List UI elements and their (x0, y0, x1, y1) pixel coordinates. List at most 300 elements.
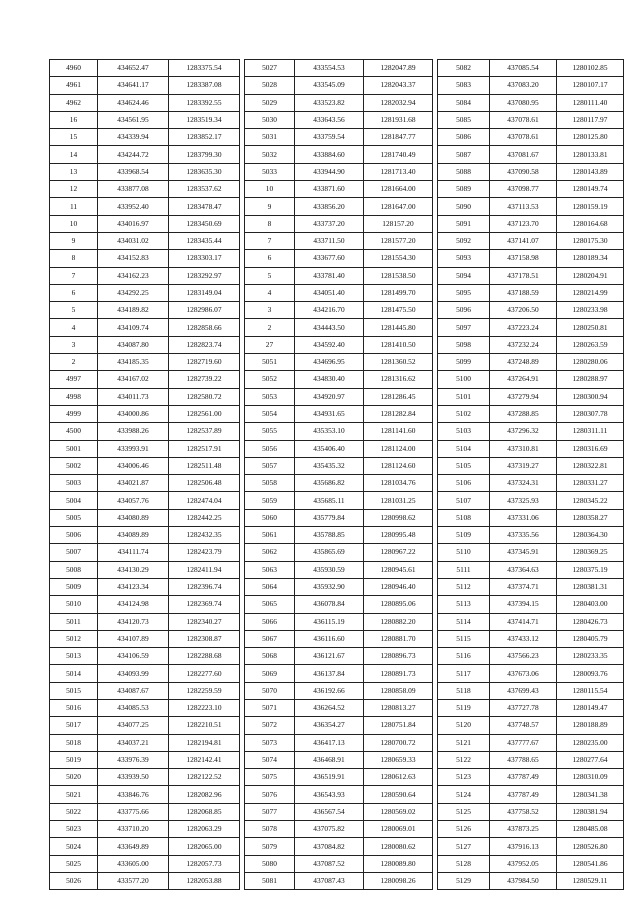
point-number-cell: 9 (245, 198, 295, 215)
point-number-cell: 5095 (438, 284, 490, 301)
x-coordinate-cell: 435406.40 (295, 440, 364, 457)
y-coordinate-cell: 1282223.10 (169, 699, 240, 716)
x-coordinate-cell: 437296.32 (490, 423, 557, 440)
x-coordinate-cell: 435865.69 (295, 544, 364, 561)
table-row (438, 405, 624, 422)
point-number-cell: 5076 (245, 786, 295, 803)
point-number-cell: 5006 (50, 527, 98, 544)
point-number-cell: 5015 (50, 682, 98, 699)
table-row (245, 665, 433, 682)
y-coordinate-cell: 1282511.48 (169, 457, 240, 474)
point-number-cell: 5016 (50, 699, 98, 716)
y-coordinate-cell: 1282082.96 (169, 786, 240, 803)
point-number-cell: 5121 (438, 734, 490, 751)
x-coordinate-cell: 434087.67 (98, 682, 169, 699)
x-coordinate-cell: 434696.95 (295, 354, 364, 371)
y-coordinate-cell: 1280541.86 (557, 855, 624, 872)
y-coordinate-cell: 1283303.17 (169, 250, 240, 267)
y-coordinate-cell: 1281577.20 (364, 232, 433, 249)
table-row (50, 509, 240, 526)
y-coordinate-cell: 1280111.40 (557, 94, 624, 111)
x-coordinate-cell: 433884.60 (295, 146, 364, 163)
point-number-cell: 5008 (50, 561, 98, 578)
table-row (438, 354, 624, 371)
point-number-cell: 5033 (245, 163, 295, 180)
x-coordinate-cell: 436116.60 (295, 630, 364, 647)
table-row (438, 544, 624, 561)
point-number-cell: 7 (50, 267, 98, 284)
table-row (50, 544, 240, 561)
point-number-cell: 5124 (438, 786, 490, 803)
table-row (438, 821, 624, 838)
y-coordinate-cell: 1282739.22 (169, 371, 240, 388)
table-row (50, 284, 240, 301)
point-number-cell: 5109 (438, 527, 490, 544)
x-coordinate-cell: 437078.61 (490, 129, 557, 146)
table-row (438, 111, 624, 128)
point-number-cell: 5002 (50, 457, 98, 474)
y-coordinate-cell: 1282396.74 (169, 578, 240, 595)
x-coordinate-cell: 436137.84 (295, 665, 364, 682)
x-coordinate-cell: 436354.27 (295, 717, 364, 734)
x-coordinate-cell: 434152.83 (98, 250, 169, 267)
table-row (50, 336, 240, 353)
y-coordinate-cell: 1283478.47 (169, 198, 240, 215)
point-number-cell: 5098 (438, 336, 490, 353)
table-row (438, 786, 624, 803)
y-coordinate-cell: 1282122.52 (169, 769, 240, 786)
point-number-cell: 5101 (438, 388, 490, 405)
table-row (245, 492, 433, 509)
point-number-cell: 5010 (50, 596, 98, 613)
point-number-cell: 5007 (50, 544, 98, 561)
table-row (438, 509, 624, 526)
point-number-cell: 5012 (50, 630, 98, 647)
point-number-cell: 5030 (245, 111, 295, 128)
table-row (245, 77, 433, 94)
y-coordinate-cell: 1280117.97 (557, 111, 624, 128)
table-row (50, 751, 240, 768)
table-row (438, 734, 624, 751)
x-coordinate-cell: 437141.07 (490, 232, 557, 249)
table-row (50, 803, 240, 820)
x-coordinate-cell: 437324.31 (490, 475, 557, 492)
point-number-cell: 5062 (245, 544, 295, 561)
point-number-cell: 5110 (438, 544, 490, 561)
y-coordinate-cell: 1280485.08 (557, 821, 624, 838)
x-coordinate-cell: 434443.50 (295, 319, 364, 336)
point-number-cell: 5091 (438, 215, 490, 232)
y-coordinate-cell: 1282719.60 (169, 354, 240, 371)
point-number-cell: 5122 (438, 751, 490, 768)
table-row (245, 354, 433, 371)
x-coordinate-cell: 434123.34 (98, 578, 169, 595)
point-number-cell: 5053 (245, 388, 295, 405)
x-coordinate-cell: 434016.97 (98, 215, 169, 232)
point-number-cell: 5051 (245, 354, 295, 371)
table-row (438, 769, 624, 786)
y-coordinate-cell: 1280164.68 (557, 215, 624, 232)
y-coordinate-cell: 1282032.94 (364, 94, 433, 111)
table-row (50, 388, 240, 405)
table-row (245, 734, 433, 751)
table-row (50, 146, 240, 163)
y-coordinate-cell: 1280881.70 (364, 630, 433, 647)
table-row (245, 855, 433, 872)
x-coordinate-cell: 437727.78 (490, 699, 557, 716)
x-coordinate-cell: 435685.11 (295, 492, 364, 509)
x-coordinate-cell: 433711.50 (295, 232, 364, 249)
y-coordinate-cell: 1283149.04 (169, 284, 240, 301)
point-number-cell: 4 (50, 319, 98, 336)
x-coordinate-cell: 433577.20 (98, 872, 169, 889)
table-row (50, 440, 240, 457)
table-row (50, 855, 240, 872)
table-row (50, 492, 240, 509)
x-coordinate-cell: 433677.60 (295, 250, 364, 267)
x-coordinate-cell: 436115.19 (295, 613, 364, 630)
point-number-cell: 11 (50, 198, 98, 215)
y-coordinate-cell: 128157.20 (364, 215, 433, 232)
point-number-cell: 5004 (50, 492, 98, 509)
x-coordinate-cell: 433649.89 (98, 838, 169, 855)
x-coordinate-cell: 437264.91 (490, 371, 557, 388)
y-coordinate-cell: 1280331.27 (557, 475, 624, 492)
y-coordinate-cell: 1280896.73 (364, 648, 433, 665)
x-coordinate-cell: 434624.46 (98, 94, 169, 111)
point-number-cell: 5032 (245, 146, 295, 163)
y-coordinate-cell: 1283387.08 (169, 77, 240, 94)
point-number-cell: 5058 (245, 475, 295, 492)
x-coordinate-cell: 437084.82 (295, 838, 364, 855)
y-coordinate-cell: 1280149.47 (557, 699, 624, 716)
table-row (245, 232, 433, 249)
x-coordinate-cell: 434057.76 (98, 492, 169, 509)
x-coordinate-cell: 437331.06 (490, 509, 557, 526)
y-coordinate-cell: 1281282.84 (364, 405, 433, 422)
y-coordinate-cell: 1281647.00 (364, 198, 433, 215)
table-row (50, 578, 240, 595)
y-coordinate-cell: 1280307.78 (557, 405, 624, 422)
table-row (438, 838, 624, 855)
y-coordinate-cell: 1280300.94 (557, 388, 624, 405)
y-coordinate-cell: 1280277.64 (557, 751, 624, 768)
y-coordinate-cell: 1280369.25 (557, 544, 624, 561)
x-coordinate-cell: 437916.13 (490, 838, 557, 855)
x-coordinate-cell: 437748.57 (490, 717, 557, 734)
point-number-cell: 5100 (438, 371, 490, 388)
x-coordinate-cell: 434920.97 (295, 388, 364, 405)
x-coordinate-cell: 437206.50 (490, 302, 557, 319)
x-coordinate-cell: 433781.40 (295, 267, 364, 284)
table-row (50, 475, 240, 492)
x-coordinate-cell: 434051.40 (295, 284, 364, 301)
table-row (438, 423, 624, 440)
point-number-cell: 5073 (245, 734, 295, 751)
x-coordinate-cell: 433939.50 (98, 769, 169, 786)
coordinate-tables (49, 59, 621, 890)
x-coordinate-cell: 437081.67 (490, 146, 557, 163)
y-coordinate-cell: 1283375.54 (169, 60, 240, 77)
x-coordinate-cell: 433871.60 (295, 181, 364, 198)
point-number-cell: 5082 (438, 60, 490, 77)
y-coordinate-cell: 1282288.68 (169, 648, 240, 665)
y-coordinate-cell: 1282506.48 (169, 475, 240, 492)
table-row (438, 250, 624, 267)
table-row (438, 215, 624, 232)
point-number-cell: 5054 (245, 405, 295, 422)
table-row (245, 319, 433, 336)
y-coordinate-cell: 1280858.09 (364, 682, 433, 699)
y-coordinate-cell: 1282047.89 (364, 60, 433, 77)
table-row (50, 163, 240, 180)
y-coordinate-cell: 1280381.94 (557, 803, 624, 820)
y-coordinate-cell: 1280946.40 (364, 578, 433, 595)
y-coordinate-cell: 1282308.87 (169, 630, 240, 647)
y-coordinate-cell: 1283435.44 (169, 232, 240, 249)
point-number-cell: 5094 (438, 267, 490, 284)
x-coordinate-cell: 433775.66 (98, 803, 169, 820)
y-coordinate-cell: 1280311.11 (557, 423, 624, 440)
point-number-cell: 4997 (50, 371, 98, 388)
table-row (245, 699, 433, 716)
x-coordinate-cell: 437673.06 (490, 665, 557, 682)
point-number-cell: 15 (50, 129, 98, 146)
x-coordinate-cell: 437158.98 (490, 250, 557, 267)
y-coordinate-cell: 1283519.34 (169, 111, 240, 128)
table-row (50, 769, 240, 786)
x-coordinate-cell: 437085.54 (490, 60, 557, 77)
y-coordinate-cell: 1280093.76 (557, 665, 624, 682)
coordinate-table-1 (49, 59, 240, 890)
point-number-cell: 5089 (438, 181, 490, 198)
x-coordinate-cell: 433737.20 (295, 215, 364, 232)
x-coordinate-cell: 437758.52 (490, 803, 557, 820)
point-number-cell: 5028 (245, 77, 295, 94)
x-coordinate-cell: 433643.56 (295, 111, 364, 128)
table-row (245, 388, 433, 405)
table-row (50, 682, 240, 699)
y-coordinate-cell: 1280204.91 (557, 267, 624, 284)
point-number-cell: 6 (50, 284, 98, 301)
y-coordinate-cell: 1280426.73 (557, 613, 624, 630)
y-coordinate-cell: 1281554.30 (364, 250, 433, 267)
point-number-cell: 5115 (438, 630, 490, 647)
point-number-cell: 2 (245, 319, 295, 336)
x-coordinate-cell: 437188.59 (490, 284, 557, 301)
x-coordinate-cell: 433976.39 (98, 751, 169, 768)
table-row (438, 803, 624, 820)
table-row (438, 267, 624, 284)
x-coordinate-cell: 437083.20 (490, 77, 557, 94)
table-row (50, 423, 240, 440)
y-coordinate-cell: 1280125.80 (557, 129, 624, 146)
y-coordinate-cell: 1283852.17 (169, 129, 240, 146)
point-number-cell: 5126 (438, 821, 490, 838)
x-coordinate-cell: 434162.23 (98, 267, 169, 284)
x-coordinate-cell: 434830.40 (295, 371, 364, 388)
y-coordinate-cell: 1281124.00 (364, 440, 433, 457)
point-number-cell: 5087 (438, 146, 490, 163)
coordinate-table-2 (244, 59, 433, 890)
y-coordinate-cell: 1280882.20 (364, 613, 433, 630)
point-number-cell: 5084 (438, 94, 490, 111)
y-coordinate-cell: 1281031.25 (364, 492, 433, 509)
table-row (50, 648, 240, 665)
point-number-cell: 4960 (50, 60, 98, 77)
y-coordinate-cell: 1281713.40 (364, 163, 433, 180)
table-row (438, 717, 624, 734)
point-number-cell: 5014 (50, 665, 98, 682)
table-row (245, 405, 433, 422)
x-coordinate-cell: 434021.87 (98, 475, 169, 492)
y-coordinate-cell: 1283635.30 (169, 163, 240, 180)
table-row (50, 215, 240, 232)
y-coordinate-cell: 1280310.09 (557, 769, 624, 786)
x-coordinate-cell: 434561.95 (98, 111, 169, 128)
y-coordinate-cell: 1283292.97 (169, 267, 240, 284)
y-coordinate-cell: 1281847.77 (364, 129, 433, 146)
x-coordinate-cell: 433710.20 (98, 821, 169, 838)
x-coordinate-cell: 437123.70 (490, 215, 557, 232)
point-number-cell: 5113 (438, 596, 490, 613)
x-coordinate-cell: 436264.52 (295, 699, 364, 716)
table-row (245, 786, 433, 803)
point-number-cell: 4500 (50, 423, 98, 440)
point-number-cell: 5060 (245, 509, 295, 526)
x-coordinate-cell: 434107.89 (98, 630, 169, 647)
point-number-cell: 5026 (50, 872, 98, 889)
table-row (245, 803, 433, 820)
x-coordinate-cell: 437374.71 (490, 578, 557, 595)
table-row (438, 181, 624, 198)
table-row (50, 527, 240, 544)
y-coordinate-cell: 1280098.26 (364, 872, 433, 889)
y-coordinate-cell: 1282340.27 (169, 613, 240, 630)
table-row (438, 492, 624, 509)
table-row (50, 630, 240, 647)
table-row (245, 146, 433, 163)
x-coordinate-cell: 437787.49 (490, 786, 557, 803)
table-row (245, 872, 433, 889)
table-row (245, 648, 433, 665)
y-coordinate-cell: 1280381.31 (557, 578, 624, 595)
point-number-cell: 5017 (50, 717, 98, 734)
point-number-cell: 16 (50, 111, 98, 128)
point-number-cell: 5021 (50, 786, 98, 803)
table-row (245, 111, 433, 128)
x-coordinate-cell: 437699.43 (490, 682, 557, 699)
point-number-cell: 5118 (438, 682, 490, 699)
point-number-cell: 4962 (50, 94, 98, 111)
x-coordinate-cell: 437075.82 (295, 821, 364, 838)
x-coordinate-cell: 436417.13 (295, 734, 364, 751)
x-coordinate-cell: 436192.66 (295, 682, 364, 699)
x-coordinate-cell: 437078.61 (490, 111, 557, 128)
point-number-cell: 5005 (50, 509, 98, 526)
point-number-cell: 5031 (245, 129, 295, 146)
x-coordinate-cell: 437113.53 (490, 198, 557, 215)
point-number-cell: 5129 (438, 872, 490, 889)
x-coordinate-cell: 434244.72 (98, 146, 169, 163)
y-coordinate-cell: 1283450.69 (169, 215, 240, 232)
x-coordinate-cell: 433545.09 (295, 77, 364, 94)
table-row (50, 838, 240, 855)
y-coordinate-cell: 1280149.74 (557, 181, 624, 198)
table-row (438, 872, 624, 889)
point-number-cell: 5055 (245, 423, 295, 440)
point-number-cell: 5106 (438, 475, 490, 492)
table-row (50, 699, 240, 716)
point-number-cell: 5085 (438, 111, 490, 128)
y-coordinate-cell: 1280895.06 (364, 596, 433, 613)
y-coordinate-cell: 1281410.50 (364, 336, 433, 353)
point-number-cell: 5114 (438, 613, 490, 630)
y-coordinate-cell: 1280107.17 (557, 77, 624, 94)
x-coordinate-cell: 434167.02 (98, 371, 169, 388)
point-number-cell: 13 (50, 163, 98, 180)
point-number-cell: 5078 (245, 821, 295, 838)
point-number-cell: 5075 (245, 769, 295, 786)
point-number-cell: 5065 (245, 596, 295, 613)
table-row (50, 129, 240, 146)
x-coordinate-cell: 433759.54 (295, 129, 364, 146)
table-row (438, 751, 624, 768)
y-coordinate-cell: 1280214.99 (557, 284, 624, 301)
point-number-cell: 5024 (50, 838, 98, 855)
table-row (50, 60, 240, 77)
table-row (50, 717, 240, 734)
y-coordinate-cell: 1280364.30 (557, 527, 624, 544)
table-row (245, 561, 433, 578)
point-number-cell: 5057 (245, 457, 295, 474)
point-number-cell: 8 (245, 215, 295, 232)
point-number-cell: 5064 (245, 578, 295, 595)
y-coordinate-cell: 1280188.89 (557, 717, 624, 734)
y-coordinate-cell: 1280089.80 (364, 855, 433, 872)
table-row (50, 250, 240, 267)
x-coordinate-cell: 437310.81 (490, 440, 557, 457)
point-number-cell: 5029 (245, 94, 295, 111)
table-row (438, 665, 624, 682)
x-coordinate-cell: 437087.43 (295, 872, 364, 889)
table-row (245, 682, 433, 699)
x-coordinate-cell: 434641.17 (98, 77, 169, 94)
point-number-cell: 5125 (438, 803, 490, 820)
x-coordinate-cell: 434124.98 (98, 596, 169, 613)
y-coordinate-cell: 1282442.25 (169, 509, 240, 526)
x-coordinate-cell: 435788.85 (295, 527, 364, 544)
y-coordinate-cell: 1280967.22 (364, 544, 433, 561)
x-coordinate-cell: 434931.65 (295, 405, 364, 422)
y-coordinate-cell: 1280345.22 (557, 492, 624, 509)
table-row (245, 630, 433, 647)
point-number-cell: 10 (50, 215, 98, 232)
point-number-cell: 5079 (245, 838, 295, 855)
x-coordinate-cell: 434652.47 (98, 60, 169, 77)
point-number-cell: 9 (50, 232, 98, 249)
point-number-cell: 5116 (438, 648, 490, 665)
x-coordinate-cell: 437087.52 (295, 855, 364, 872)
table-row (438, 94, 624, 111)
point-number-cell: 5019 (50, 751, 98, 768)
point-number-cell: 5001 (50, 440, 98, 457)
y-coordinate-cell: 1282063.29 (169, 821, 240, 838)
y-coordinate-cell: 1280080.62 (364, 838, 433, 855)
x-coordinate-cell: 435932.90 (295, 578, 364, 595)
x-coordinate-cell: 437364.63 (490, 561, 557, 578)
point-number-cell: 5022 (50, 803, 98, 820)
